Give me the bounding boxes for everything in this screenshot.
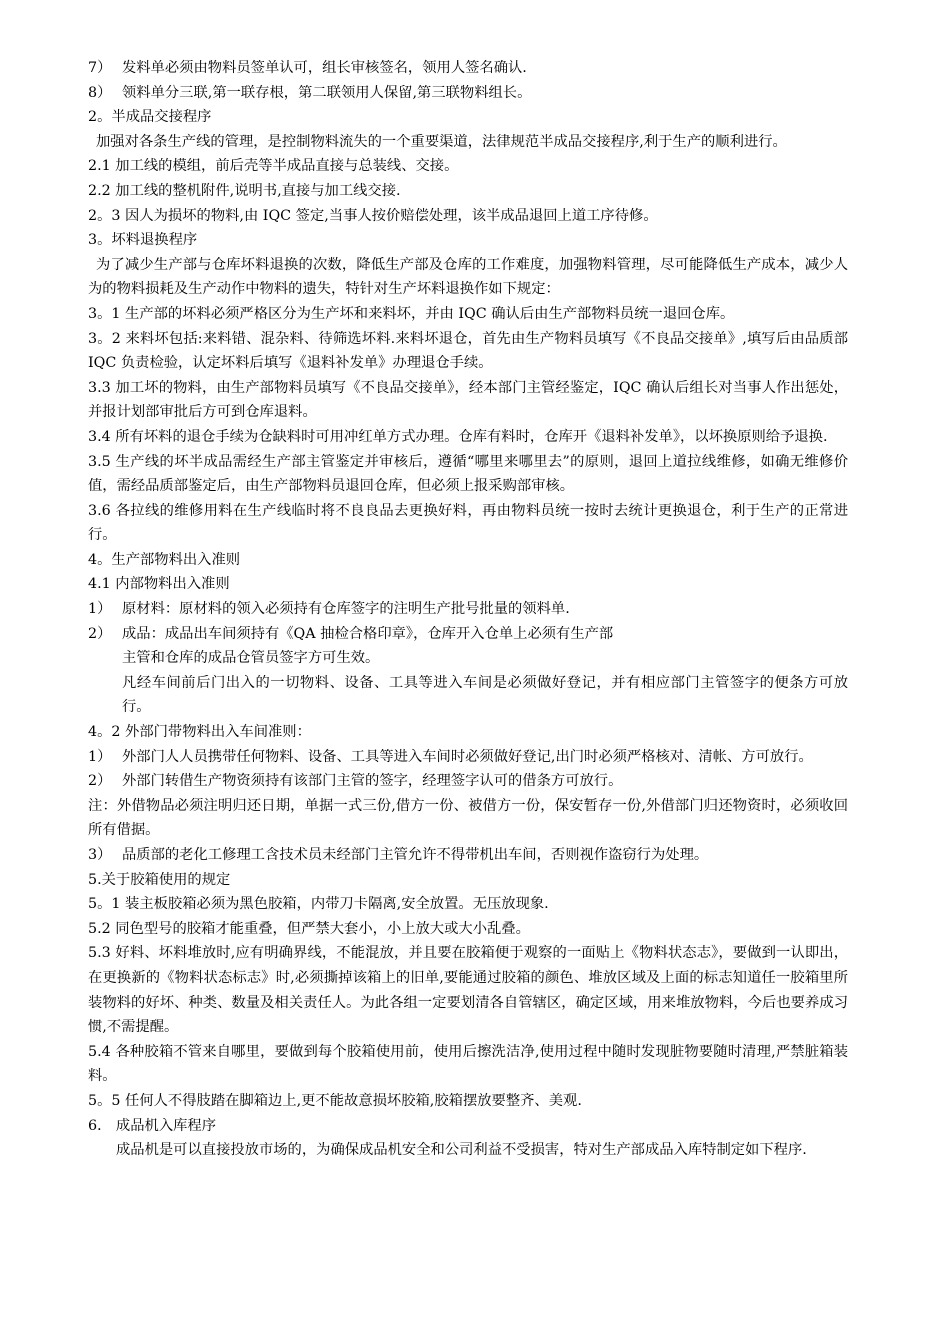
paragraph <box>88 228 848 253</box>
paragraph-text: 5。1 装主板胶箱必须为黑色胶箱，内带刀卡隔离,安全放置。无压放现象. <box>88 896 549 913</box>
paragraph-text: 3。2 来料坏包括:来料错、混杂料、待筛选坏料.来料坏退仓，首先由生产物料员填写《不良品交接单》,填写后由品质部 IQC 负责检验，认定坏料后填写《退料补发单》办理退仓手续。 <box>88 330 848 372</box>
paragraph-text: 外部门人人员携带任何物料、设备、工具等进入车间时必须做好登记,出门时必须严格核对、清帐、方可放行。 <box>122 748 813 765</box>
paragraph-text: 4。2 外部门带物料出入车间准则： <box>88 724 311 741</box>
paragraph <box>88 179 848 204</box>
paragraph <box>88 917 848 942</box>
paragraph-text: 3.4 所有坏料的退仓手续为仓缺料时可用冲红单方式办理。仓库有料时，仓库开《退料补发单》，以坏换原则给予退换. <box>88 428 828 445</box>
paragraph <box>88 794 848 843</box>
list-number: 8） <box>88 84 112 101</box>
paragraph <box>88 572 848 597</box>
paragraph <box>88 671 848 720</box>
list-number: 1） <box>88 601 112 618</box>
paragraph <box>88 597 848 622</box>
paragraph-text: 2。半成品交接程序 <box>88 109 212 126</box>
paragraph-text: 3.5 生产线的坏半成品需经生产部主管鉴定并审核后，遵循“哪里来哪里去”的原则，退回上道拉线维修，如确无维修价值，需经品质部鉴定后，由生产部物料员退回仓库，但必须上报采购部审核。 <box>88 453 848 495</box>
paragraph-text: 5.3 好料、坏料堆放时,应有明确界线，不能混放，并且要在胶箱便于观察的一面贴上《物料状态志》，要做到一认即出，在更换新的《物料状态标志》时,必须撕掉该箱上的旧单,要能通过胶箱的颜色、堆放区域及上面的标志知道任一胶箱里所装物料的好坏、种类、数量及相关责任人。为此各组一定要划清各自管辖区，确定区域，用来堆放物料，今后也要养成习惯,不需提醒。 <box>88 945 848 1036</box>
paragraph <box>88 105 848 130</box>
paragraph-text: 成品：成品出车间须持有《QA 抽检合格印章》，仓库开入仓单上必须有生产部 <box>122 625 614 642</box>
paragraph-text: 品质部的老化工修理工含技术员未经部门主管允许不得带机出车间，否则视作盗窃行为处理。 <box>122 847 709 863</box>
paragraph-text: 加强对各条生产线的管理，是控制物料流失的一个重要渠道，法律规范半成品交接程序,利于生产的顺利进行。 <box>96 133 787 150</box>
paragraph <box>88 56 848 81</box>
paragraph <box>88 204 848 229</box>
list-number: 3） <box>88 847 112 863</box>
paragraph-text: 2.1 加工线的模组，前后壳等半成品直接与总装线、交接。 <box>88 158 459 175</box>
paragraph-text: 3。1 生产部的坏料必须严格区分为生产坏和来料坏，并由 IQC 确认后由生产部物料员统一退回仓库。 <box>88 305 735 322</box>
paragraph-text: 4.1 内部物料出入准则 <box>88 576 230 593</box>
paragraph <box>88 1114 848 1139</box>
paragraph-text: 为了减少生产部与仓库坏料退换的次数，降低生产部及仓库的工作难度，加强物料管理，尽可能降低生产成本，减少人为的物料损耗及生产动作中物料的遗失，特针对生产坏料退换作如下规定： <box>88 256 848 298</box>
paragraph-text: 成品机是可以直接投放市场的，为确保成品机安全和公司利益不受损害，特对生产部成品入库特制定如下程序. <box>116 1142 807 1159</box>
paragraph <box>88 1089 848 1114</box>
paragraph-text: 3。坏料退换程序 <box>88 232 198 249</box>
paragraph <box>88 302 848 327</box>
paragraph <box>88 1138 848 1163</box>
paragraph <box>88 253 848 302</box>
paragraph-text: 5。5 任何人不得肢踏在脚箱边上,更不能故意损坏胶箱,胶箱摆放要整齐、美观. <box>88 1092 582 1109</box>
document-body <box>88 56 848 1163</box>
paragraph <box>88 745 848 770</box>
paragraph <box>88 499 848 548</box>
paragraph-text: 2。3 因人为损坏的物料,由 IQC 签定,当事人按价赔偿处理，该半成品退回上道工序待修。 <box>88 207 658 224</box>
paragraph-text: 6． 成品机入库程序 <box>88 1117 217 1134</box>
paragraph <box>88 843 848 868</box>
paragraph-text: 外部门转借生产物资须持有该部门主管的签字，经理签字认可的借条方可放行。 <box>122 773 623 790</box>
paragraph <box>88 425 848 450</box>
paragraph-text: 5.关于胶箱使用的规定 <box>88 871 231 888</box>
paragraph <box>88 892 848 917</box>
paragraph <box>88 941 848 1039</box>
paragraph <box>88 720 848 745</box>
paragraph <box>88 548 848 573</box>
paragraph-text: 凡经车间前后门出入的一切物料、设备、工具等进入车间是必须做好登记，并有相应部门主管签字的便条方可放行。 <box>122 674 848 716</box>
paragraph <box>88 450 848 499</box>
paragraph <box>88 622 848 647</box>
paragraph-text: 发料单必须由物料员签单认可，组长审核签名，领用人签名确认. <box>122 60 527 76</box>
paragraph <box>88 154 848 179</box>
paragraph <box>88 81 848 106</box>
paragraph <box>88 130 848 155</box>
paragraph <box>88 769 848 794</box>
paragraph-text: 5.4 各种胶箱不管来自哪里，要做到每个胶箱使用前，使用后擦洗洁净,使用过程中随时发现脏物要随时清理,严禁脏箱装料。 <box>88 1043 848 1085</box>
paragraph-text: 3.3 加工坏的物料，由生产部物料员填写《不良品交接单》，经本部门主管经鉴定，IQC 确认后组长对当事人作出惩处，并报计划部审批后方可到仓库退料。 <box>88 379 848 421</box>
paragraph <box>88 868 848 893</box>
list-number: 2） <box>88 773 112 790</box>
paragraph-text: 3.6 各拉线的维修用料在生产线临时将不良良品去更换好料，再由物料员统一按时去统计更换退仓，利于生产的正常进行。 <box>88 502 848 544</box>
paragraph-text: 注：外借物品必须注明归还日期，单据一式三份,借方一份、被借方一份，保安暂存一份,外借部门归还物资时，必须收回所有借据。 <box>88 797 848 839</box>
paragraph <box>88 1040 848 1089</box>
paragraph-text: 原材料：原材料的领入必须持有仓库签字的注明生产批号批量的领料单. <box>122 601 570 618</box>
paragraph <box>88 376 848 425</box>
list-number: 1） <box>88 748 112 765</box>
paragraph-text: 4。生产部物料出入准则 <box>88 551 241 568</box>
list-number: 2） <box>88 625 112 642</box>
paragraph <box>88 646 848 671</box>
paragraph-text: 5.2 同色型号的胶箱才能重叠，但严禁大套小，小上放大或大小乱叠。 <box>88 920 530 937</box>
paragraph-text: 领料单分三联,第一联存根，第二联领用人保留,第三联物料组长。 <box>122 84 532 101</box>
paragraph <box>88 327 848 376</box>
paragraph-text: 2.2 加工线的整机附件,说明书,直接与加工线交接. <box>88 182 401 199</box>
list-number: 7） <box>88 60 112 76</box>
paragraph-text: 主管和仓库的成品仓管员签字方可生效。 <box>122 650 380 667</box>
